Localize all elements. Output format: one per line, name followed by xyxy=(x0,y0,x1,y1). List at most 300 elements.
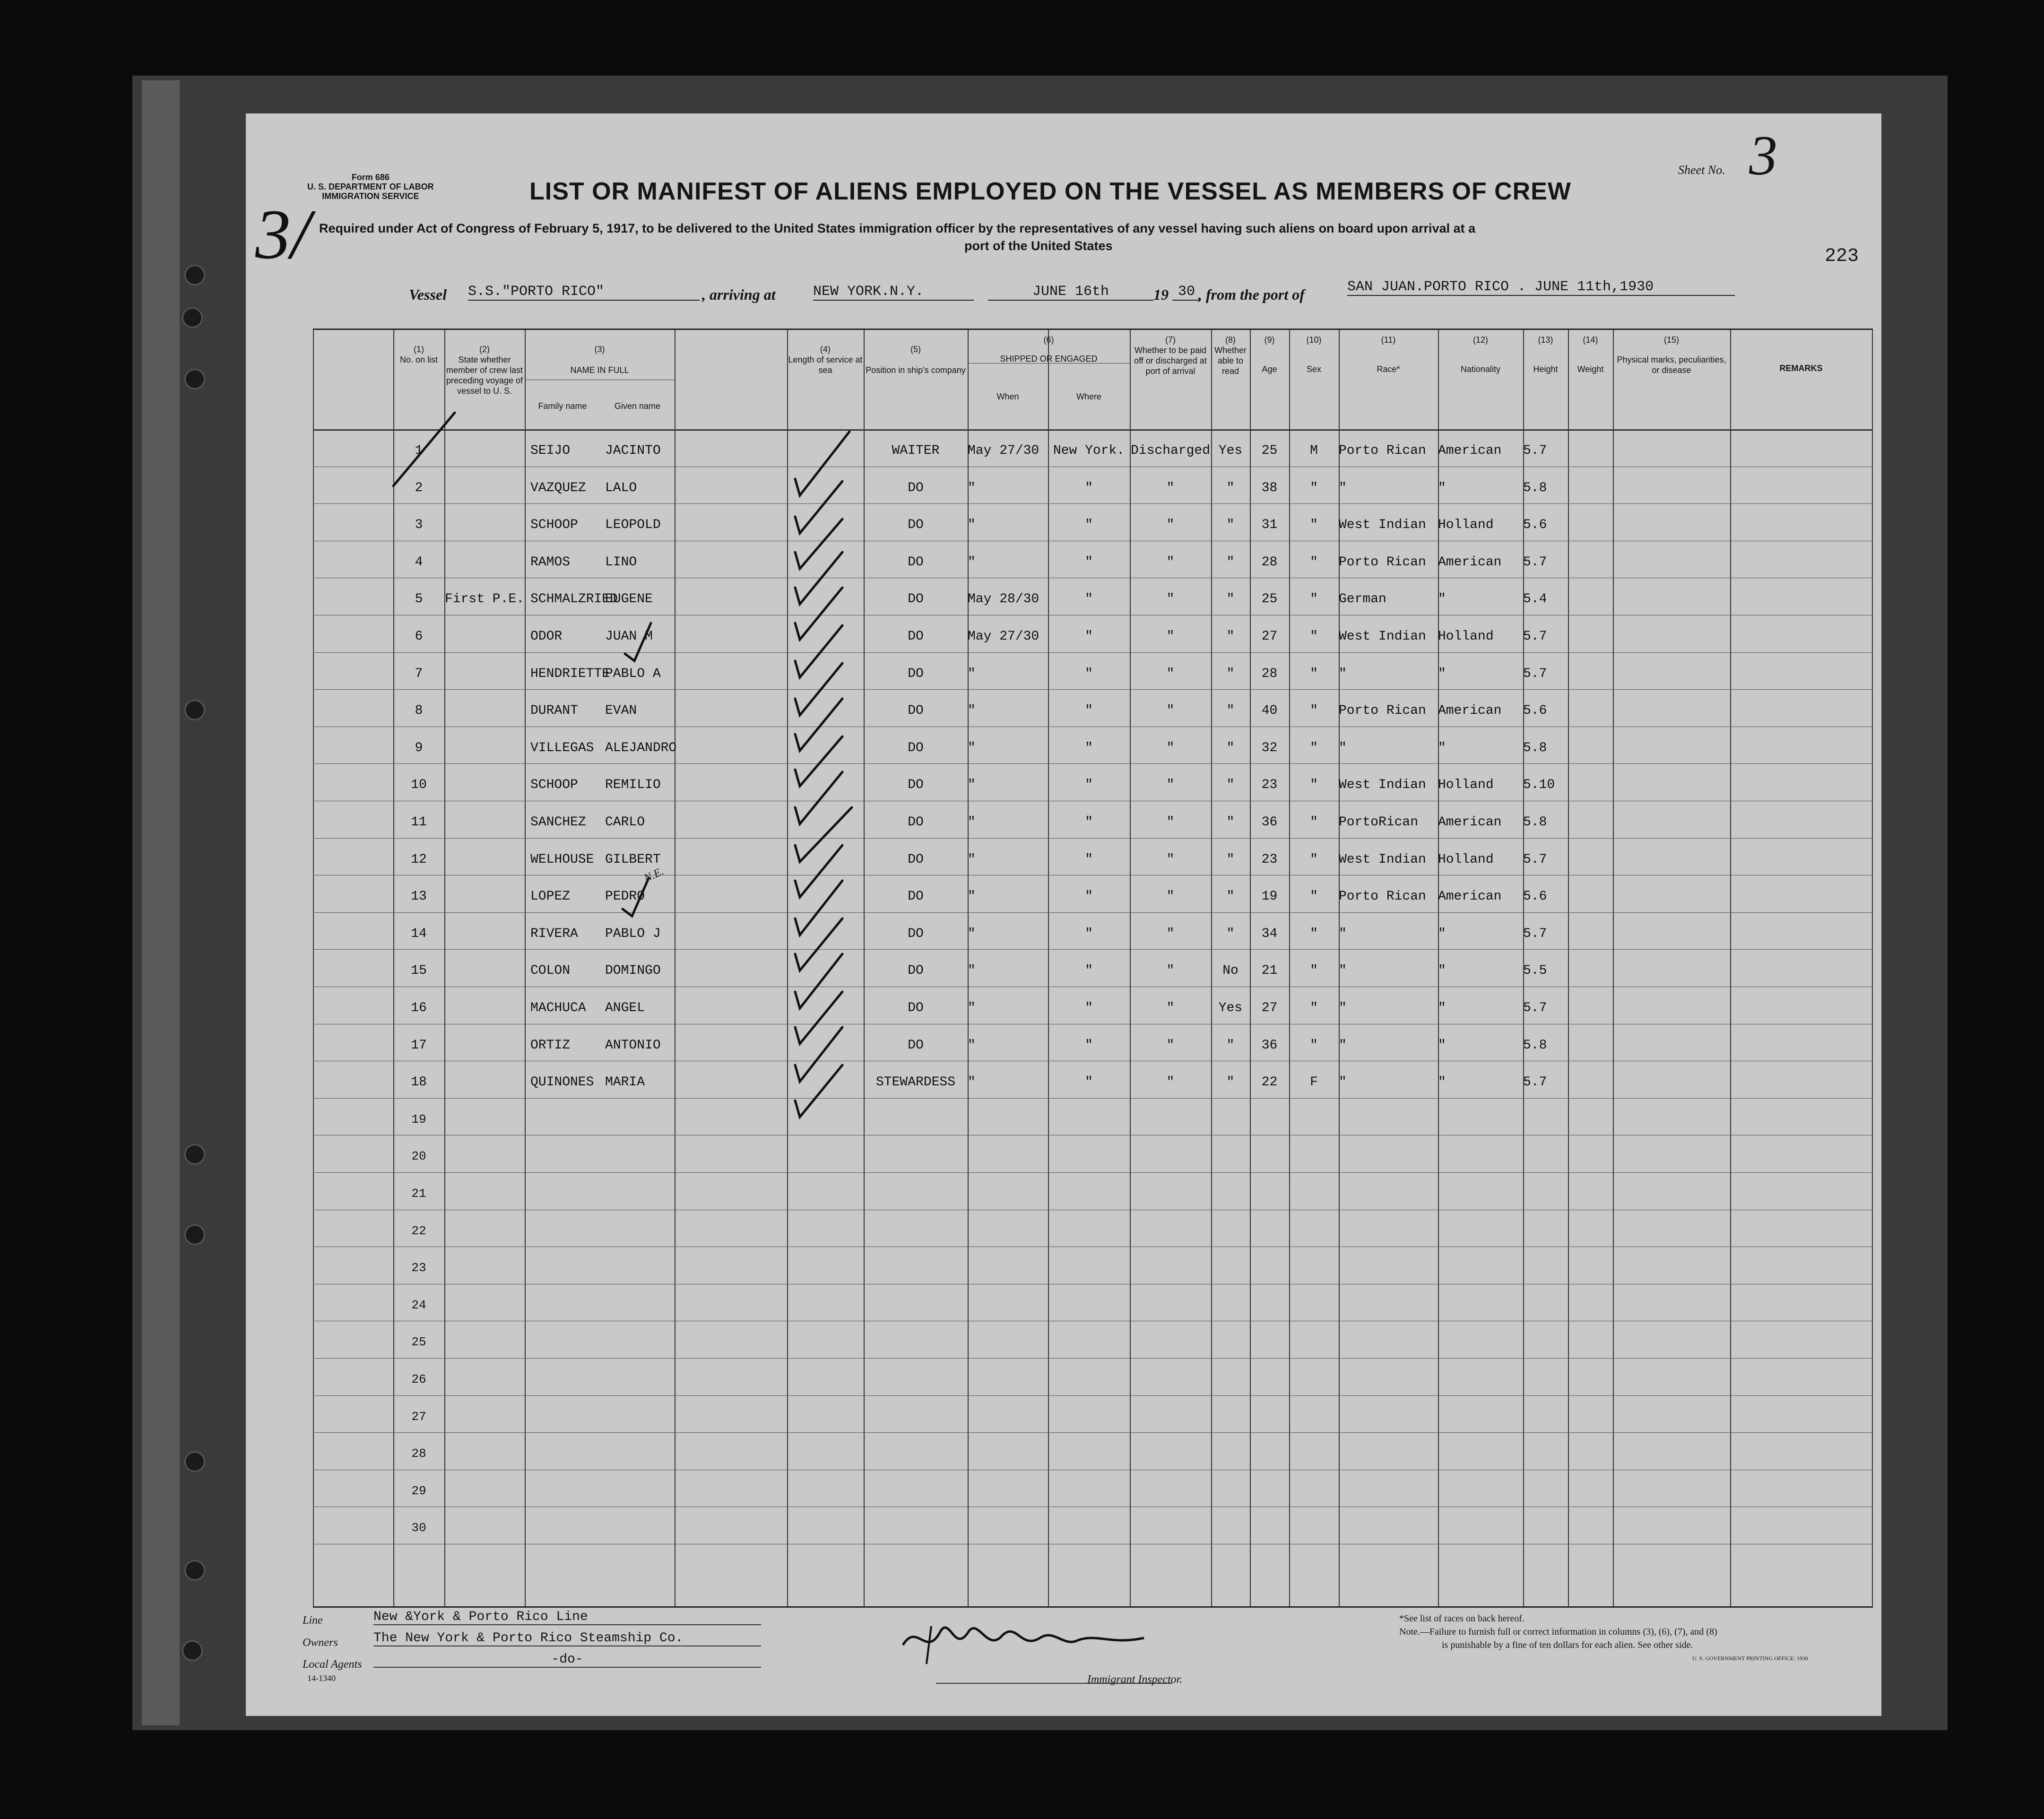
checkmark-icon xyxy=(795,1065,842,1117)
cell-given: MARIA xyxy=(605,1075,645,1090)
cell-age: 28 xyxy=(1261,666,1278,681)
empty-row-number: 22 xyxy=(411,1223,426,1238)
cell-where: " xyxy=(1085,926,1093,941)
cell-paid: " xyxy=(1166,889,1175,904)
cell-given: DOMINGO xyxy=(605,963,661,979)
cell-no: 18 xyxy=(411,1075,427,1090)
binder-edge xyxy=(142,80,180,1725)
cell-sex: " xyxy=(1310,592,1318,607)
subtitle-line-2: port of the United States xyxy=(964,239,1113,253)
col-1-number: (1) xyxy=(414,345,424,354)
cell-nationality: " xyxy=(1438,1038,1446,1053)
cell-given: EUGENE xyxy=(605,592,653,607)
cell-no: 4 xyxy=(415,554,423,570)
cell-given: EVAN xyxy=(605,703,637,719)
cell-where: " xyxy=(1085,480,1093,495)
checkmark-icon xyxy=(625,623,651,661)
cell-sex: F xyxy=(1310,1075,1318,1090)
cell-race: " xyxy=(1339,1001,1347,1015)
col-9-title: Age xyxy=(1262,364,1277,374)
checkmark-icon xyxy=(795,736,842,786)
col-2-title: State whether member of crew last preceding voyage of vessel to U. S. xyxy=(446,355,523,396)
col-13-number: (13) xyxy=(1538,335,1553,345)
cell-height: 5.7 xyxy=(1523,666,1547,681)
given-name-header: Given name xyxy=(614,401,661,411)
cell-race: West Indian xyxy=(1339,778,1426,793)
cell-when: " xyxy=(968,889,976,904)
cell-given: LEOPOLD xyxy=(605,518,661,533)
cell-family: LOPEZ xyxy=(530,889,571,904)
cell-read: " xyxy=(1226,852,1235,867)
cell-race: Porto Rican xyxy=(1339,889,1426,904)
cell-no: 13 xyxy=(411,889,427,904)
col-10-number: (10) xyxy=(1306,335,1322,345)
cell-sex: " xyxy=(1310,852,1318,867)
col-7-title: Whether to be paid off or discharged at port of arrival xyxy=(1134,346,1207,376)
cell-no: 14 xyxy=(411,926,427,941)
cell-nationality: " xyxy=(1438,1075,1446,1090)
cell-family: HENDRIETTE xyxy=(530,666,610,681)
departure-port: SAN JUAN.PORTO RICO . JUNE 11th,1930 xyxy=(1347,279,1735,296)
cell-sex: " xyxy=(1310,480,1318,495)
cell-sex: " xyxy=(1310,629,1318,644)
cell-no: 7 xyxy=(415,666,423,681)
cell-given: LALO xyxy=(605,480,637,495)
cell-position: DO xyxy=(908,1038,924,1053)
cell-nationality: Holland xyxy=(1438,629,1494,644)
cell-where: New York. xyxy=(1053,443,1125,458)
cell-no: 6 xyxy=(415,629,423,644)
cell-read: " xyxy=(1226,666,1235,681)
cell-where: " xyxy=(1085,592,1093,607)
arrival-date: JUNE 16th xyxy=(988,284,1153,301)
agents-label: Local Agents xyxy=(303,1658,362,1671)
cell-where: " xyxy=(1085,629,1093,644)
cell-family: QUINONES xyxy=(530,1075,594,1090)
cell-where: " xyxy=(1085,740,1093,755)
margin-note: 3/ xyxy=(255,195,311,274)
cell-position: WAITER xyxy=(892,443,940,458)
cell-height: 5.7 xyxy=(1523,1075,1547,1090)
footnote-penalty-1: Note.—Failure to furnish full or correct information in columns (3), (6), (7), and (8) xyxy=(1399,1627,1717,1637)
punch-hole xyxy=(184,1560,205,1581)
cell-sex: " xyxy=(1310,815,1318,830)
cell-nationality: American xyxy=(1438,889,1502,904)
cell-where: " xyxy=(1085,815,1093,830)
col-11-number: (11) xyxy=(1381,335,1396,345)
cell-paid: " xyxy=(1166,963,1175,979)
cell-no: 1 xyxy=(415,443,423,458)
cell-no: 15 xyxy=(411,963,427,979)
cell-when: " xyxy=(968,740,976,755)
cell-where: " xyxy=(1085,1075,1093,1090)
col-6-title: SHIPPED OR ENGAGED xyxy=(1000,354,1098,364)
cell-age: 32 xyxy=(1261,740,1278,755)
col-14-number: (14) xyxy=(1583,335,1598,345)
empty-row-number: 26 xyxy=(411,1372,426,1386)
cell-given: REMILIO xyxy=(605,778,661,793)
col-9-number: (9) xyxy=(1264,335,1275,345)
col-1-title: No. on list xyxy=(399,355,438,364)
cell-race: PortoRican xyxy=(1339,815,1419,830)
cell-nationality: " xyxy=(1438,480,1446,495)
cell-no: 3 xyxy=(415,518,423,533)
empty-row-number: 19 xyxy=(411,1112,426,1126)
cell-height: 5.6 xyxy=(1523,703,1547,719)
cell-given: ALEJANDRO xyxy=(605,740,677,755)
cell-where: " xyxy=(1085,852,1093,867)
cell-when: " xyxy=(968,1001,976,1015)
year-prefix: 19 xyxy=(1153,286,1169,303)
inspector-signature xyxy=(898,1612,1153,1673)
cell-paid: " xyxy=(1166,666,1175,681)
cell-read: " xyxy=(1226,1038,1235,1053)
cell-given: PABLO A xyxy=(605,666,661,681)
cell-given: GILBERT xyxy=(605,852,661,867)
cell-family: DURANT xyxy=(530,703,578,719)
punch-hole xyxy=(184,1451,205,1472)
cell-age: 22 xyxy=(1261,1075,1278,1090)
cell-when: " xyxy=(968,1038,976,1053)
vessel-label: Vessel xyxy=(409,286,447,303)
cell-read: No xyxy=(1222,963,1239,979)
punch-hole xyxy=(184,369,205,390)
col-3-number: (3) xyxy=(594,345,605,354)
cell-nationality: American xyxy=(1438,815,1502,830)
cell-family: ORTIZ xyxy=(530,1038,571,1053)
cell-race: " xyxy=(1339,926,1347,941)
inspector-label: Immigrant Inspector. xyxy=(1087,1673,1183,1686)
cell-position: DO xyxy=(908,1001,924,1015)
cell-age: 31 xyxy=(1261,518,1278,533)
cell-read: " xyxy=(1226,889,1235,904)
cell-nationality: " xyxy=(1438,740,1446,755)
footnotes xyxy=(1399,1612,1808,1665)
cell-height: 5.8 xyxy=(1523,480,1547,495)
col-11-title: Race* xyxy=(1377,364,1400,374)
owners-label: Owners xyxy=(303,1637,338,1649)
cell-read: " xyxy=(1226,703,1235,719)
cell-race: West Indian xyxy=(1339,518,1426,533)
cell-read: Yes xyxy=(1218,443,1243,458)
col-4-title: Length of service at sea xyxy=(788,355,863,375)
cell-paid: " xyxy=(1166,1001,1175,1015)
when-header: When xyxy=(996,392,1019,401)
cell-sex: " xyxy=(1310,554,1318,570)
cell-paid: " xyxy=(1166,852,1175,867)
department: U. S. DEPARTMENT OF LABOR xyxy=(307,182,434,191)
where-header: Where xyxy=(1076,392,1101,401)
cell-no: 9 xyxy=(415,740,423,755)
cell-given: ANGEL xyxy=(605,1001,645,1015)
cell-height: 5.7 xyxy=(1523,1001,1547,1015)
cell-height: 5.7 xyxy=(1523,926,1547,941)
empty-row-number: 30 xyxy=(411,1521,426,1535)
cell-age: 27 xyxy=(1261,1001,1278,1015)
cell-no: 8 xyxy=(415,703,423,719)
cell-when: May 27/30 xyxy=(968,629,1039,644)
line-label: Line xyxy=(303,1614,323,1627)
empty-row-number: 25 xyxy=(411,1335,426,1350)
cell-nationality: American xyxy=(1438,443,1502,458)
cell-age: 25 xyxy=(1261,443,1278,458)
family-name-header: Family name xyxy=(538,401,587,411)
cell-age: 23 xyxy=(1261,778,1278,793)
cell-read: " xyxy=(1226,1075,1235,1090)
punch-hole xyxy=(182,1640,203,1661)
cell-read: " xyxy=(1226,592,1235,607)
cell-no: 10 xyxy=(411,778,427,793)
cell-sex: M xyxy=(1310,443,1318,458)
cell-family: SEIJO xyxy=(530,443,571,458)
empty-row-number: 29 xyxy=(411,1483,426,1498)
cell-when: " xyxy=(968,852,976,867)
cell-no: 11 xyxy=(411,815,427,830)
cell-race: " xyxy=(1339,1038,1347,1053)
cell-when: " xyxy=(968,666,976,681)
punch-hole xyxy=(182,307,203,328)
arrival-year: 30 xyxy=(1172,284,1201,301)
cell-where: " xyxy=(1085,889,1093,904)
cell-position: DO xyxy=(908,554,924,570)
col-12-title: Nationality xyxy=(1460,364,1501,374)
col-14-title: Weight xyxy=(1577,364,1604,374)
cell-paid: " xyxy=(1166,480,1175,495)
cell-read: Yes xyxy=(1218,1001,1243,1015)
col-5-title: Position in ship's company xyxy=(866,365,966,375)
owners-value: The New York & Porto Rico Steamship Co. xyxy=(373,1631,761,1646)
cell-family: RAMOS xyxy=(530,554,571,570)
cell-given: JACINTO xyxy=(605,443,661,458)
cell-height: 5.10 xyxy=(1523,778,1555,793)
cell-nationality: " xyxy=(1438,926,1446,941)
cell-sex: " xyxy=(1310,963,1318,979)
empty-row-number: 27 xyxy=(411,1409,426,1424)
handwritten-note: N.E. xyxy=(642,865,666,885)
cell-height: 5.6 xyxy=(1523,889,1547,904)
cell-where: " xyxy=(1085,778,1093,793)
cell-nationality: American xyxy=(1438,703,1502,719)
cell-age: 36 xyxy=(1261,815,1278,830)
checkmark-icon xyxy=(795,772,842,824)
empty-row-number: 20 xyxy=(411,1149,426,1164)
cell-nationality: " xyxy=(1438,1001,1446,1015)
cell-race: Porto Rican xyxy=(1339,554,1426,570)
cell-height: 5.8 xyxy=(1523,815,1547,830)
cell-when: " xyxy=(968,1075,976,1090)
cell-position: DO xyxy=(908,480,924,495)
cell-age: 27 xyxy=(1261,629,1278,644)
cell-when: May 28/30 xyxy=(968,592,1039,607)
cell-age: 36 xyxy=(1261,1038,1278,1053)
printer-credit: U. S. GOVERNMENT PRINTING OFFICE: 1930 xyxy=(1692,1655,1808,1662)
cell-sex: " xyxy=(1310,889,1318,904)
cell-sex: " xyxy=(1310,703,1318,719)
line-value: New &York & Porto Rico Line xyxy=(373,1610,761,1625)
checkmark-icon xyxy=(795,807,852,862)
cell-family: ODOR xyxy=(530,629,563,644)
cell-nationality: " xyxy=(1438,592,1446,607)
cell-position: STEWARDESS xyxy=(875,1075,956,1090)
cell-paid: " xyxy=(1166,1075,1175,1090)
cell-when: " xyxy=(968,518,976,533)
cell-nationality: American xyxy=(1438,554,1502,570)
col-15-number: (15) xyxy=(1663,335,1679,345)
empty-row-number: 23 xyxy=(411,1261,426,1275)
cell-position: DO xyxy=(908,592,924,607)
cell-paid: " xyxy=(1166,703,1175,719)
cell-position: DO xyxy=(908,926,924,941)
cell-when: " xyxy=(968,554,976,570)
empty-row-number: 24 xyxy=(411,1298,426,1312)
cell-position: DO xyxy=(908,629,924,644)
cell-age: 28 xyxy=(1261,554,1278,570)
cell-race: West Indian xyxy=(1339,852,1426,867)
cell-where: " xyxy=(1085,1038,1093,1053)
cell-family: SCHOOP xyxy=(530,778,578,793)
col-15-title: Physical marks, peculiarities, or disease xyxy=(1617,355,1726,375)
cell-when: " xyxy=(968,815,976,830)
cell-height: 5.4 xyxy=(1523,592,1547,607)
sheet-number: 3 xyxy=(1749,124,1777,187)
cell-given: PABLO J xyxy=(605,926,661,941)
cell-height: 5.8 xyxy=(1523,740,1547,755)
cell-when: " xyxy=(968,926,976,941)
cell-position: DO xyxy=(908,852,924,867)
page-number: 223 xyxy=(1825,246,1859,267)
cell-age: 21 xyxy=(1261,963,1278,979)
cell-age: 19 xyxy=(1261,889,1278,904)
cell-race: West Indian xyxy=(1339,629,1426,644)
cell-family: MACHUCA xyxy=(530,1001,586,1015)
arriving-label: , arriving at xyxy=(702,286,776,303)
cell-nationality: " xyxy=(1438,666,1446,681)
cell-sex: " xyxy=(1310,778,1318,793)
cell-position: DO xyxy=(908,740,924,755)
cell-race: Porto Rican xyxy=(1339,703,1426,719)
cell-nationality: Holland xyxy=(1438,778,1494,793)
cell-read: " xyxy=(1226,554,1235,570)
col-8-title: Whether able to read xyxy=(1214,346,1247,376)
document-title: LIST OR MANIFEST OF ALIENS EMPLOYED ON THE VESSEL AS MEMBERS OF CREW xyxy=(529,178,1571,205)
col-6-number: (6) xyxy=(1043,335,1054,345)
col-3-title: NAME IN FULL xyxy=(570,365,629,375)
col-4-number: (4) xyxy=(820,345,831,354)
check-marks xyxy=(313,330,1873,1606)
col-10-title: Sex xyxy=(1306,364,1322,374)
cell-read: " xyxy=(1226,480,1235,495)
cell-paid: Discharged xyxy=(1130,443,1211,458)
cell-height: 5.7 xyxy=(1523,852,1547,867)
cell-paid: " xyxy=(1166,778,1175,793)
checkmark-icon xyxy=(795,432,849,495)
footnote-penalty-2: is punishable by a fine of ten dollars for each alien. See other side. xyxy=(1442,1640,1693,1650)
punch-hole xyxy=(184,1224,205,1245)
cell-height: 5.7 xyxy=(1523,629,1547,644)
cell-given: LINO xyxy=(605,554,637,570)
cell-sex: " xyxy=(1310,740,1318,755)
col-2-number: (2) xyxy=(479,345,490,354)
cell-no: 17 xyxy=(411,1038,427,1053)
punch-hole xyxy=(184,700,205,720)
cell-paid: " xyxy=(1166,629,1175,644)
cell-paid: " xyxy=(1166,554,1175,570)
cell-no: 5 xyxy=(415,592,423,607)
col-8-number: (8) xyxy=(1225,335,1236,345)
cell-age: 25 xyxy=(1261,592,1278,607)
cell-race: " xyxy=(1339,740,1347,755)
cell-race: " xyxy=(1339,666,1347,681)
cell-family: VAZQUEZ xyxy=(530,480,586,495)
footnote-races: *See list of races on back hereof. xyxy=(1399,1613,1524,1624)
cell-when: " xyxy=(968,703,976,719)
cell-where: " xyxy=(1085,963,1093,979)
vessel-name: S.S."PORTO RICO" xyxy=(468,284,700,301)
cell-paid: " xyxy=(1166,518,1175,533)
cell-age: 40 xyxy=(1261,703,1278,719)
cell-read: " xyxy=(1226,629,1235,644)
cell-where: " xyxy=(1085,666,1093,681)
agents-value: -do- xyxy=(373,1652,761,1668)
cell-race: Porto Rican xyxy=(1339,443,1426,458)
cell-paid: " xyxy=(1166,926,1175,941)
cell-race: " xyxy=(1339,1075,1347,1090)
cell-height: 5.7 xyxy=(1523,554,1547,570)
cell-position: DO xyxy=(908,815,924,830)
cell-race: German xyxy=(1339,592,1386,607)
cell-sex: " xyxy=(1310,1001,1318,1015)
cell-read: " xyxy=(1226,815,1235,830)
cell-where: " xyxy=(1085,518,1093,533)
cell-read: " xyxy=(1226,740,1235,755)
empty-row-number: 28 xyxy=(411,1447,426,1461)
cell-race: " xyxy=(1339,963,1347,979)
cell-family: SANCHEZ xyxy=(530,815,586,830)
cell-where: " xyxy=(1085,1001,1093,1015)
cell-age: 34 xyxy=(1261,926,1278,941)
cell-age: 38 xyxy=(1261,480,1278,495)
empty-row-number: 21 xyxy=(411,1187,426,1201)
cell-height: 5.5 xyxy=(1523,963,1547,979)
cell-sex: " xyxy=(1310,1038,1318,1053)
cell-read: " xyxy=(1226,778,1235,793)
cell-where: " xyxy=(1085,554,1093,570)
service: IMMIGRATION SERVICE xyxy=(322,191,419,201)
cell-sex: " xyxy=(1310,926,1318,941)
checkmark-icon xyxy=(795,481,842,533)
cell-given: PEDRO xyxy=(605,889,645,904)
cell-where: " xyxy=(1085,703,1093,719)
cell-position: DO xyxy=(908,666,924,681)
cell-position: DO xyxy=(908,889,924,904)
remarks-header: REMARKS xyxy=(1779,364,1823,373)
cell-family: RIVERA xyxy=(530,926,578,941)
arrival-port: NEW YORK.N.Y. xyxy=(813,284,974,301)
cell-race: " xyxy=(1339,480,1347,495)
cell-family: COLON xyxy=(530,963,571,979)
cell-read: " xyxy=(1226,518,1235,533)
checkmark-icon xyxy=(623,878,649,916)
punch-hole xyxy=(184,1144,205,1165)
col-7-number: (7) xyxy=(1165,335,1176,345)
cell-age: 23 xyxy=(1261,852,1278,867)
checkmark-icon xyxy=(795,699,842,751)
cell-no: 12 xyxy=(411,852,427,867)
cell-position: DO xyxy=(908,703,924,719)
cell-when: " xyxy=(968,963,976,979)
col-13-title: Height xyxy=(1533,364,1558,374)
crew-table xyxy=(313,329,1873,1608)
